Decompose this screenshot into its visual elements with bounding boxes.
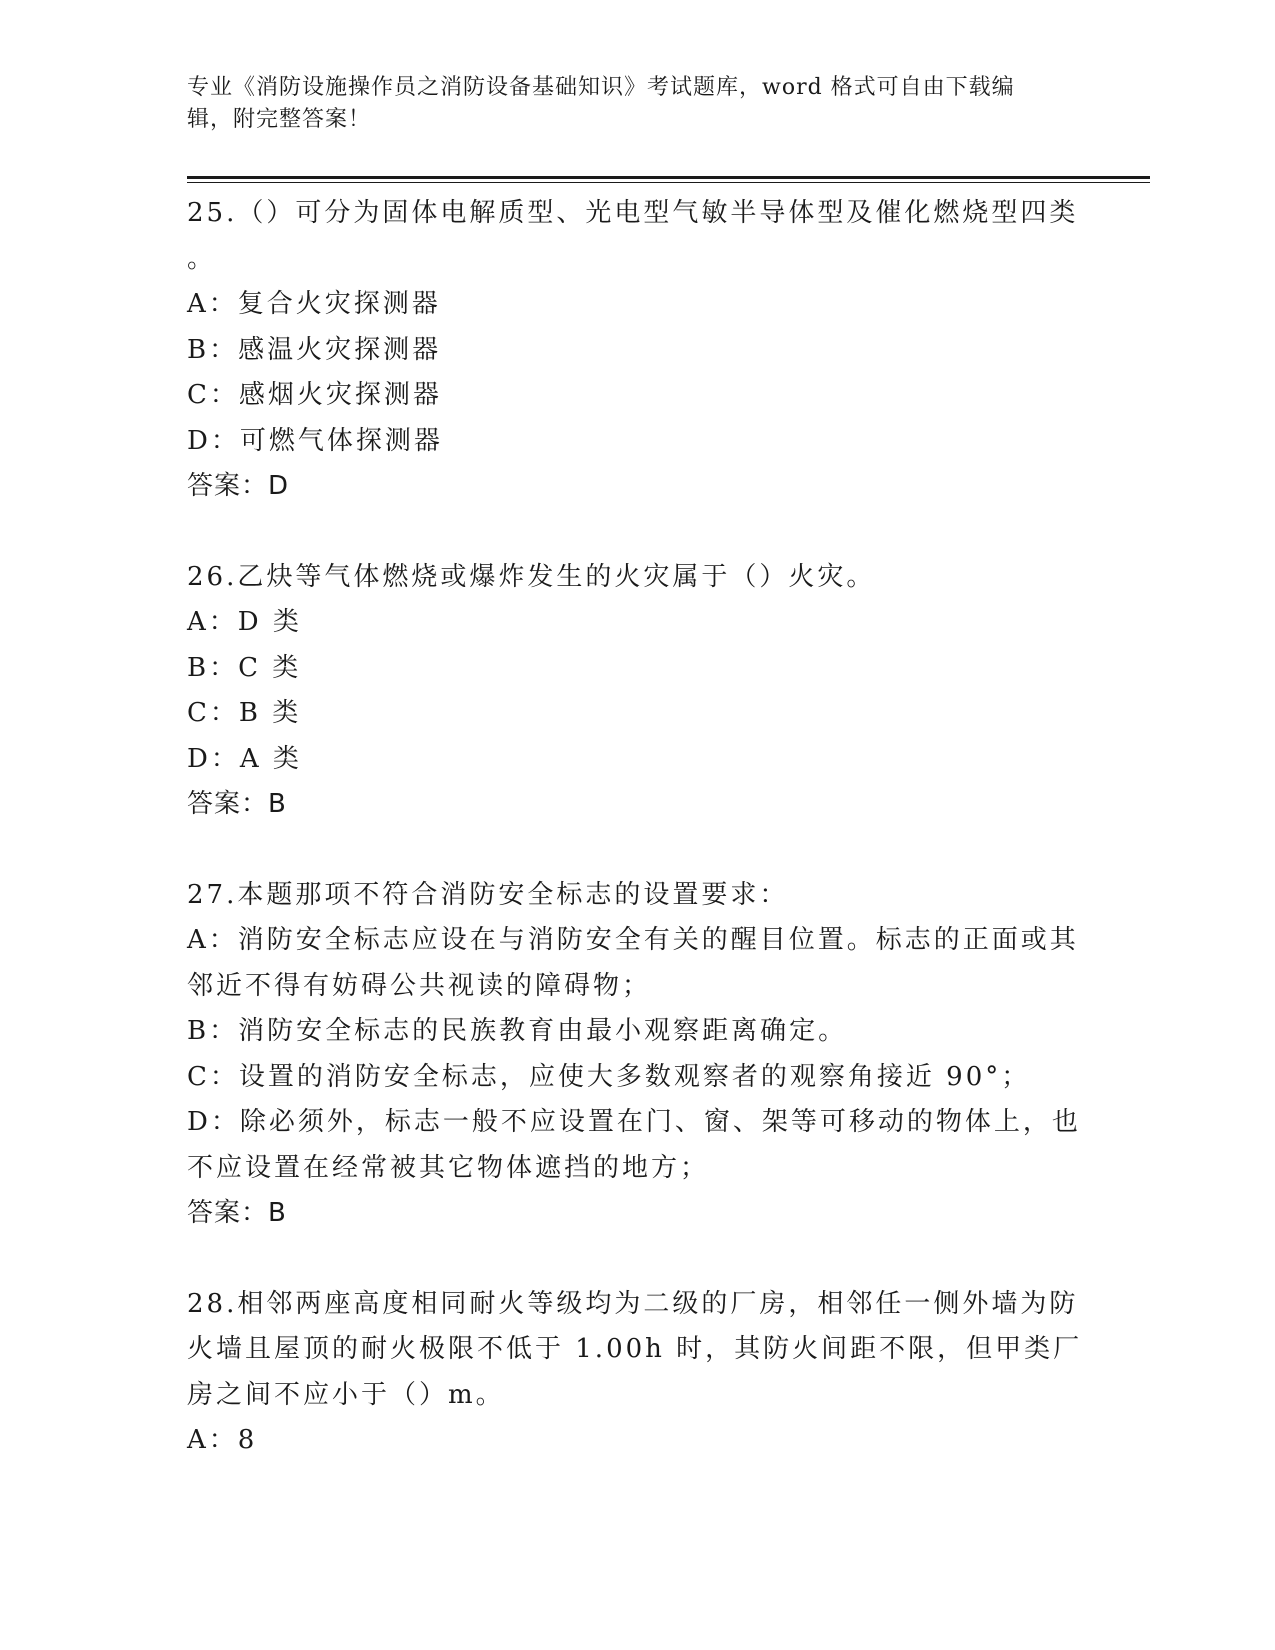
option-d: D：A 类 [187,743,302,774]
option-a: A：消防安全标志应设在与消防安全有关的醒目位置。标志的正面或其 [187,925,1079,955]
option-c: C：设置的消防安全标志，应使大多数观察者的观察角接近 90°； [187,1061,1031,1092]
header-rule-thin [187,182,1150,183]
question-gap [187,510,1087,555]
option-a-continued: 邻近不得有妨碍公共视读的障碍物； [187,970,652,1001]
option-d: D：可燃气体探测器 [187,425,443,456]
question-gap [187,828,1087,873]
document-header [187,72,1067,136]
option-a: A：8 [187,1425,258,1455]
option-a: A：复合火灾探测器 [187,289,441,319]
option-b: B：C 类 [187,652,302,683]
question-gap [187,1237,1087,1282]
question-text: 27.本题那项不符合消防安全标志的设置要求： [187,879,789,910]
question-text: 火墙且屋顶的耐火极限不低于 1.00h 时，其防火间距不限，但甲类厂 [187,1334,1083,1364]
question-26 [187,555,1087,828]
question-list [187,191,1087,1464]
answer-line: 答案：B [187,1198,287,1228]
option-b: B：感温火灾探测器 [187,334,442,365]
option-a: A：D 类 [187,607,302,637]
question-text: 26.乙炔等气体燃烧或爆炸发生的火灾属于（）火灾。 [187,561,876,592]
option-d: D：除必须外，标志一般不应设置在门、窗、架等可移动的物体上，也 [187,1107,1081,1137]
header-line-2: 辑，附完整答案！ [187,107,372,132]
answer-line: 答案：B [187,789,287,819]
question-text: 25.（）可分为固体电解质型、光电型气敏半导体型及催化燃烧型四类 [187,198,1079,228]
question-text: 房之间不应小于（）m。 [187,1379,505,1410]
question-text: 28.相邻两座高度相同耐火等级均为二级的厂房，相邻任一侧外墙为防 [187,1288,1079,1319]
header-line-1: 专业《消防设施操作员之消防设备基础知识》考试题库，word 格式可自由下载编 [187,75,1015,100]
option-b: B：消防安全标志的民族教育由最小观察距离确定。 [187,1016,848,1046]
question-text: 。 [187,243,217,274]
option-c: C：感烟火灾探测器 [187,380,442,410]
question-27 [187,873,1087,1237]
option-c: C：B 类 [187,698,302,728]
question-28 [187,1282,1087,1464]
header-rule-thick [187,176,1150,179]
answer-line: 答案：D [187,471,290,501]
option-d-continued: 不应设置在经常被其它物体遮挡的地方； [187,1152,710,1183]
question-25 [187,191,1087,510]
